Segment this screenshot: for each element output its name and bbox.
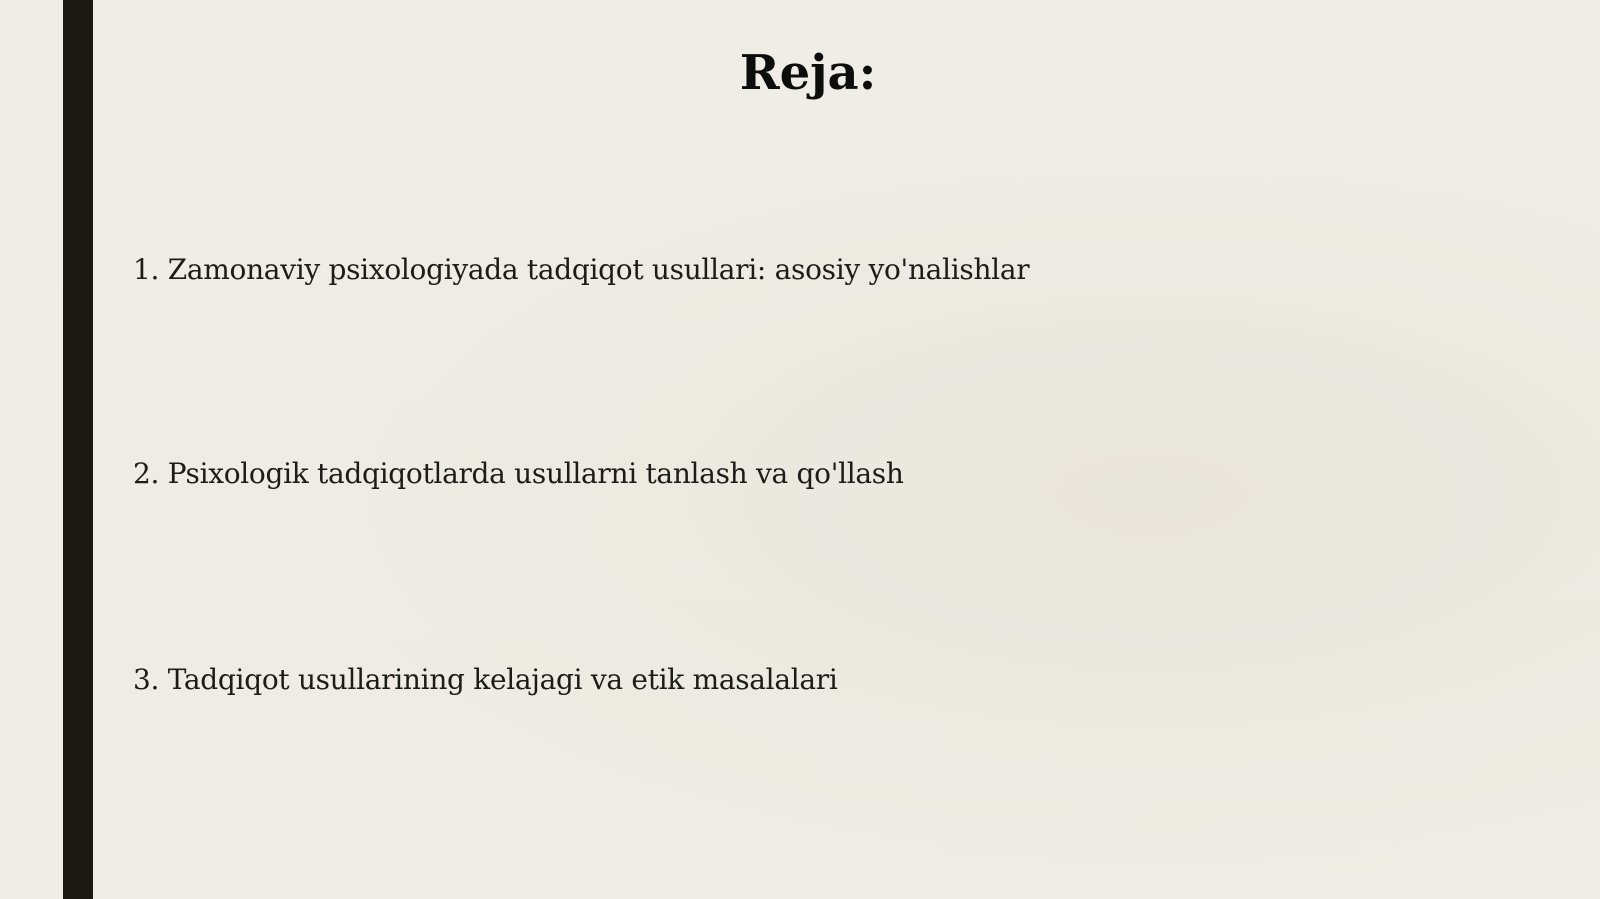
plan-item-3: 3. Tadqiqot usullarining kelajagi va etik masalalari [133,663,838,696]
plan-item-1: 1. Zamonaviy psixologiyada tadqiqot usullari: asosiy yo'nalishlar [133,253,1030,286]
slide-title: Reja: [739,45,877,101]
plan-item-2: 2. Psixologik tadqiqotlarda usullarni tanlash va qo'llash [133,457,904,490]
left-accent-bar [63,0,93,899]
